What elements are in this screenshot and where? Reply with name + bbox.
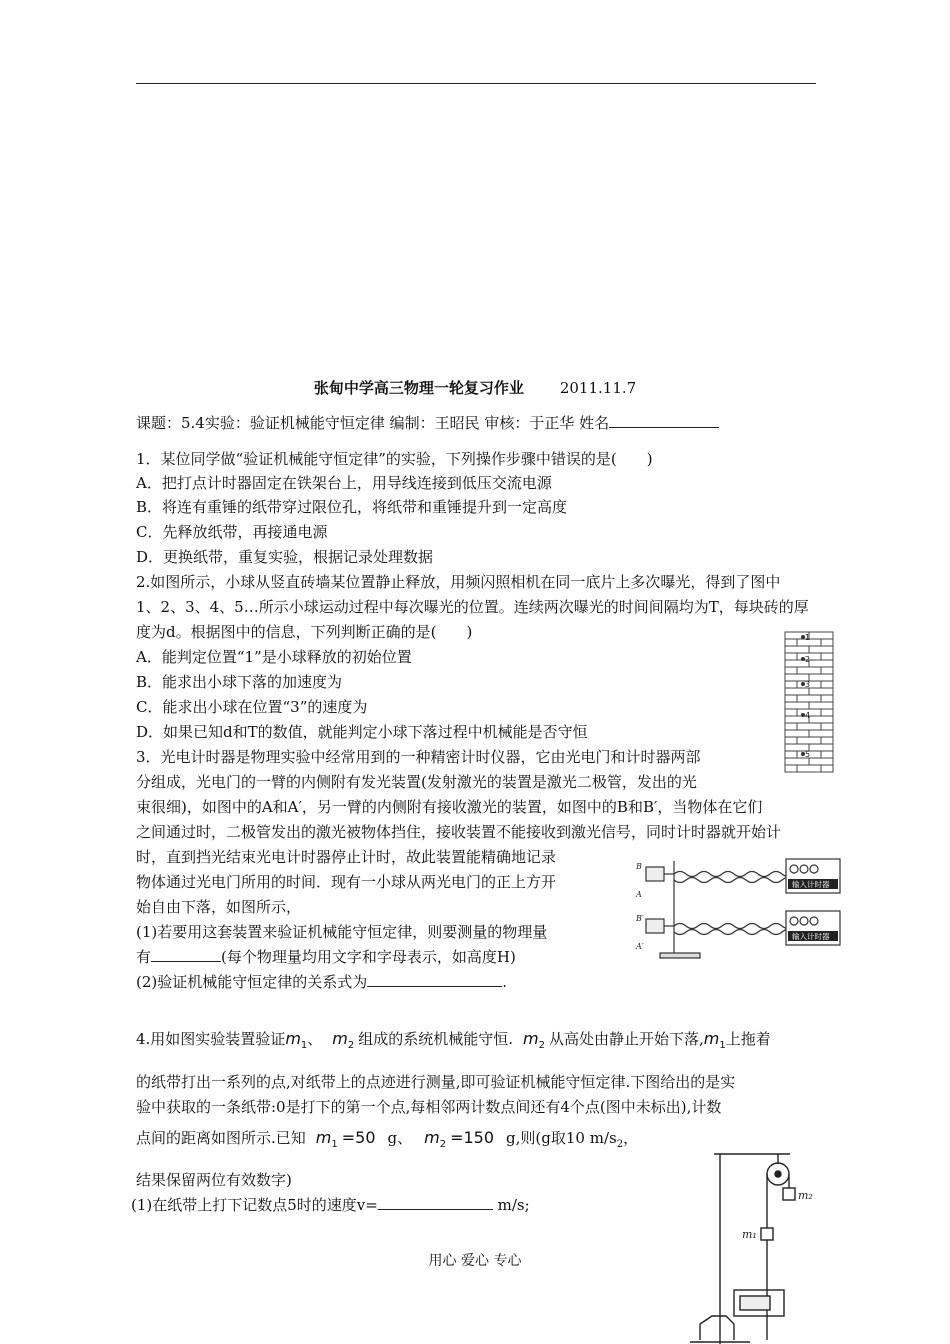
q4-line4 xyxy=(136,1124,638,1159)
q3-line5: 时，直到挡光结束光电计时器停止计时，故此装置能精确地记录 xyxy=(136,848,557,866)
timer-upper-label: 输入计时器 xyxy=(792,880,830,889)
mass-m1 xyxy=(761,1228,773,1240)
q4-l1e: 上拖着 xyxy=(725,1030,771,1048)
footer-text: 用心 爱心 专心 xyxy=(428,1253,522,1269)
q4-sub1-pre: (1)在纸带上打下记数点5时的速度v= xyxy=(131,1196,378,1214)
q3-sub1b xyxy=(136,947,516,967)
q3-line2: 分组成，光电门的一臂的内侧附有发光装置(发射激光的装置是激光二极管，发出的光 xyxy=(136,773,697,791)
q4-l1b: 、 xyxy=(307,1030,323,1048)
ball-label-5: 5 xyxy=(805,750,811,759)
q3-sub2-pre: (2)验证机械能守恒定律的关系式为 xyxy=(136,973,368,991)
ball-position-5 xyxy=(801,752,805,756)
q4-l4a: 点间的距离如图所示.已知 xyxy=(136,1129,306,1147)
brick-course xyxy=(785,765,833,772)
q4-l4b: g,则(g取10 m/s xyxy=(506,1129,617,1147)
q2-line1: 2.如图所示，小球从竖直砖墙某位置静止释放，用频闪照相机在同一底片上多次曝光，得到了图中 xyxy=(136,573,781,591)
q3-sub2 xyxy=(136,972,507,992)
brick-course xyxy=(785,667,833,674)
m1-symbol: $m_1$ xyxy=(285,1029,308,1052)
subject-line xyxy=(136,413,719,433)
q4-l4c: ， xyxy=(623,1129,639,1147)
m2-symbol: $m_2$ xyxy=(332,1029,355,1052)
ball-position-2 xyxy=(801,657,805,661)
q4-l1a: 4.用如图实验装置验证 xyxy=(136,1030,286,1048)
q2-option-c: C．能求出小球在位置“3”的速度为 xyxy=(136,698,368,716)
brick-course xyxy=(785,695,833,702)
subject-text: 课题：5.4实验：验证机械能守恒定律 编制：王昭民 审核：于正华 姓名 xyxy=(136,414,610,432)
q3-line1: 3．光电计时器是物理实验中经常用到的一种精密计时仪器，它由光电门和计时器两部 xyxy=(136,748,701,766)
q3-line4: 之间通过时，二极管发出的激光被物体挡住，接收装置不能接收到激光信号，同时计时器就开始计 xyxy=(136,823,782,841)
name-blank[interactable] xyxy=(609,413,719,428)
base-clamp xyxy=(700,1316,734,1340)
q4-line1 xyxy=(136,1025,771,1060)
label-B: B xyxy=(636,862,642,871)
brick-course xyxy=(785,737,833,744)
q2-option-a: A．能判定位置“1”是小球释放的初始位置 xyxy=(136,648,412,666)
title-text: 张甸中学高三物理一轮复习作业 xyxy=(313,379,524,397)
q4-line3: 验中获取的一条纸带:0是打下的第一个点,每相邻两计数点间还有4个点(图中未标出),计数 xyxy=(136,1098,722,1116)
q2-option-b: B．能求出小球下落的加速度为 xyxy=(136,673,343,691)
ball-position-3 xyxy=(801,682,805,686)
label-m2: m₂ xyxy=(798,1189,813,1202)
m1-value: $m_1 =50$ xyxy=(315,1128,376,1151)
q3-sub1b-pre: 有 xyxy=(136,948,152,966)
q2-line3: 度为d。根据图中的信息，下列判断正确的是( ) xyxy=(136,623,473,641)
ball-label-1: 1 xyxy=(805,633,811,642)
photogate-figure xyxy=(634,853,844,961)
brick-course xyxy=(785,723,833,730)
ball-label-2: 2 xyxy=(805,655,811,664)
m1-symbol-b: $m_1$ xyxy=(703,1029,726,1052)
q3-line7: 始自由下落，如图所示， xyxy=(136,898,302,916)
q3-line6: 物体通过光电门所用的时间．现有一小球从两光电门的正上方开 xyxy=(136,873,557,891)
q4-squared: 2 xyxy=(616,1139,624,1150)
label-A-prime: A′ xyxy=(636,942,644,951)
q1-option-c: C．先释放纸带，再接通电源 xyxy=(136,523,328,541)
q2-line2: 1、2、3、4、5…所示小球运动过程中每次曝光的位置。连续两次曝光的时间间隔均为T，每块砖的厚 xyxy=(136,598,809,616)
ball-position-4 xyxy=(801,713,805,717)
title-date: 2011.11.7 xyxy=(559,379,637,397)
q3-sub1b-post: (每个物理量均用文字和字母表示，如高度H) xyxy=(221,948,516,966)
stand-base xyxy=(660,953,700,958)
q4-sub1-post: m/s; xyxy=(492,1196,530,1214)
q3-sub1a: (1)若要用这套装置来验证机械能守恒定律，则要测量的物理量 xyxy=(136,923,548,941)
brick-wall-figure xyxy=(783,630,835,776)
header-rule xyxy=(136,83,816,84)
q4-unit-g1: g、 xyxy=(387,1129,413,1147)
q4-l1d: 从高处由静止开始下落, xyxy=(549,1030,704,1048)
page-title xyxy=(0,377,950,398)
q2-option-d: D．如果已知d和T的数值，就能判定小球下落过程中机械能是否守恒 xyxy=(136,723,588,741)
q1-option-d: D．更换纸带，重复实验，根据记录处理数据 xyxy=(136,548,434,566)
label-B-prime: B′ xyxy=(636,914,644,923)
label-m1: m₁ xyxy=(742,1228,757,1241)
ball-label-3: 3 xyxy=(805,680,811,689)
timer-lower-label: 输入计时器 xyxy=(792,932,830,941)
m2-value: $m_2 =150$ xyxy=(424,1128,495,1151)
q1-option-b: B．将连有重锤的纸带穿过限位孔，将纸带和重锤提升到一定高度 xyxy=(136,498,568,516)
ball-label-4: 4 xyxy=(805,711,811,720)
q1-stem: 1．某位同学做“验证机械能守恒定律”的实验，下列操作步骤中错误的是( ) xyxy=(136,450,653,468)
q4-line2: 的纸带打出一系列的点,对纸带上的点迹进行测量,即可验证机械能守恒定律.下图给出的是实 xyxy=(136,1073,736,1091)
q3-answer2-blank[interactable] xyxy=(367,972,502,987)
q3-sub2-post: . xyxy=(502,973,508,991)
q3-answer1-blank[interactable] xyxy=(151,947,221,962)
m2-symbol-b: $m_2$ xyxy=(523,1029,546,1052)
q4-velocity-blank[interactable] xyxy=(378,1195,493,1210)
q4-line5: 结果保留两位有效数字) xyxy=(136,1171,292,1189)
label-A: A xyxy=(636,890,642,899)
q3-line3: 束很细)，如图中的A和A′，另一臂的内侧附有接收激光的装置，如图中的B和B′，当物体在它们 xyxy=(136,798,763,816)
pulley-apparatus-figure xyxy=(690,1140,820,1344)
q4-sub1 xyxy=(131,1195,530,1215)
q1-option-a: A．把打点计时器固定在铁架台上，用导线连接到低压交流电源 xyxy=(136,474,552,492)
q4-l1c: 组成的系统机械能守恒. xyxy=(358,1030,514,1048)
mass-m2 xyxy=(783,1188,795,1200)
ball-position-1 xyxy=(801,635,805,639)
